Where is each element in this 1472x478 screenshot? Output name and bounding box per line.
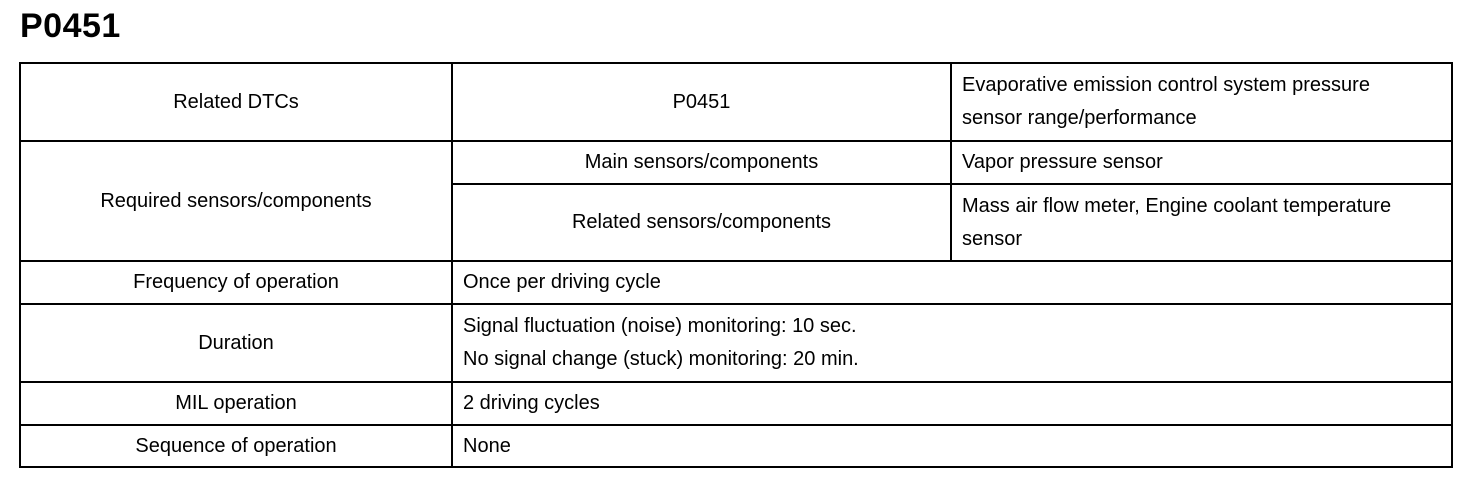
related-dtcs-description: [951, 63, 1452, 141]
sequence-value: None: [452, 425, 1452, 467]
table-row-frequency: [20, 261, 1452, 304]
main-sensors-value: Vapor pressure sensor: [951, 141, 1452, 184]
duration-value-line-2: No signal change (stuck) monitoring: 20 min.: [463, 348, 859, 370]
duration-value-line-1: Signal fluctuation (noise) monitoring: 10 sec.: [463, 315, 857, 337]
mil-operation-value: 2 driving cycles: [452, 382, 1452, 425]
table-row-related-dtcs: [20, 63, 1452, 141]
related-sensors-value-line-1: Mass air flow meter, Engine coolant temperature: [962, 194, 1392, 217]
related-dtcs-label: Related DTCs: [20, 63, 452, 141]
related-dtcs-code: P0451: [452, 63, 951, 141]
related-sensors-label: Related sensors/components: [452, 184, 951, 261]
related-dtcs-description-line-2: sensor range/performance: [962, 107, 1197, 129]
table-row-sequence: [20, 425, 1452, 467]
page-title: P0451: [20, 7, 121, 45]
required-sensors-label: Required sensors/components: [20, 141, 452, 261]
related-sensors-value-line-2: sensor: [962, 227, 1023, 250]
main-sensors-label: Main sensors/components: [452, 141, 951, 184]
dtc-spec-table: [19, 62, 1453, 468]
frequency-label: Frequency of operation: [20, 261, 452, 304]
table-row-main-sensors: [20, 141, 1452, 184]
table-row-duration: [20, 304, 1452, 382]
related-dtcs-description-line-1: Evaporative emission control system pressure: [962, 74, 1370, 96]
duration-label: Duration: [20, 304, 452, 382]
sequence-label: Sequence of operation: [20, 425, 452, 467]
table-row-mil-operation: [20, 382, 1452, 425]
mil-operation-label: MIL operation: [20, 382, 452, 425]
related-sensors-value: [951, 184, 1452, 261]
frequency-value: Once per driving cycle: [452, 261, 1452, 304]
duration-value: [452, 304, 1452, 382]
